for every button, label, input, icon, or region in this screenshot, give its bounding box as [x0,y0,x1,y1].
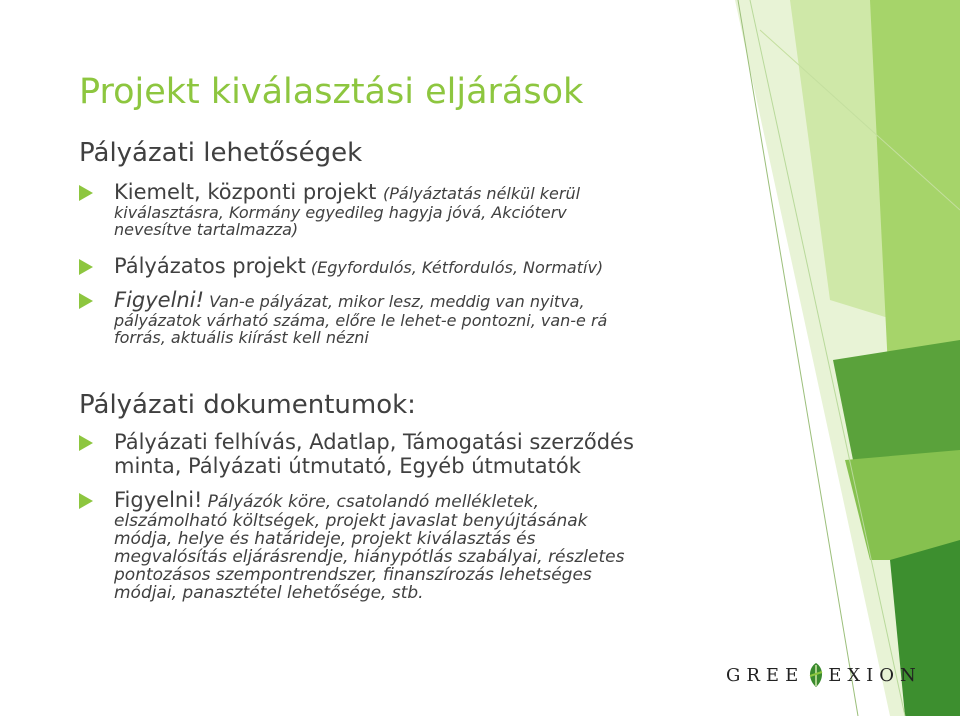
dark-green-block [833,340,960,470]
bullet-detail-text: módja, helye és határideje, projekt kiválasztás és [114,529,536,549]
bullet-detail-text: forrás, aktuális kiírást kell nézni [114,328,369,347]
bullet-detail-text: módjai, panasztétel lehetősége, stb. [114,583,424,603]
bullet-main-text: Figyelni! [114,488,203,512]
bullet-detail-text: Van-e pályázat, mikor lesz, meddig van nyitva, [209,292,585,311]
bullet-arrow-icon [79,493,93,509]
bullet-arrow-icon [79,293,93,309]
bullet-arrow-icon [79,259,93,275]
bullet-detail-text: (Pályáztatás nélkül kerül [383,184,581,203]
bullet-main-text: Pályázatos projekt [114,254,306,278]
bullet-detail-text: megvalósítás eljárásrendje, hiánypótlás szabályai, részletes [114,547,625,567]
logo-text-right: EXION [828,664,922,686]
bullet-arrow-icon [79,435,93,451]
bullet-detail-text: pályázatok várható száma, előre le lehet-e pontozni, van-e rá [114,311,608,330]
section-heading-opportunities: Pályázati lehetőségek [79,138,363,168]
bullet-detail-text: elszámolható költségek, projekt javaslat benyújtásának [114,511,588,531]
bullet-detail-text: pontozásos szempontrendszer, finanszírozás lehetséges [114,565,592,585]
bullet-main-text: Kiemelt, központi projekt [114,180,377,204]
bullet-main-text: minta, Pályázati útmutató, Egyéb útmutatók [114,454,581,478]
bullet-arrow-icon [79,185,93,201]
bullet-main-text: Figyelni! [114,288,204,312]
slide-title: Projekt kiválasztási eljárások [79,72,584,112]
logo-text-left: GREE [726,664,805,686]
bullet-detail-text: Pályázók köre, csatolandó mellékletek, [207,492,540,512]
bullet-detail-text: kiválasztásra, Kormány egyedileg hagyja jóvá, Akcióterv [114,203,567,222]
leaf-icon [806,662,826,688]
bullet-main-text: Pályázati felhívás, Adatlap, Támogatási szerződés [114,430,634,454]
section-heading-documents: Pályázati dokumentumok: [79,390,416,420]
greenexion-logo [726,660,922,690]
bullet-detail-text: (Egyfordulós, Kétfordulós, Normatív) [310,258,604,277]
bullet-detail-text: nevesítve tartalmazza) [114,220,299,239]
